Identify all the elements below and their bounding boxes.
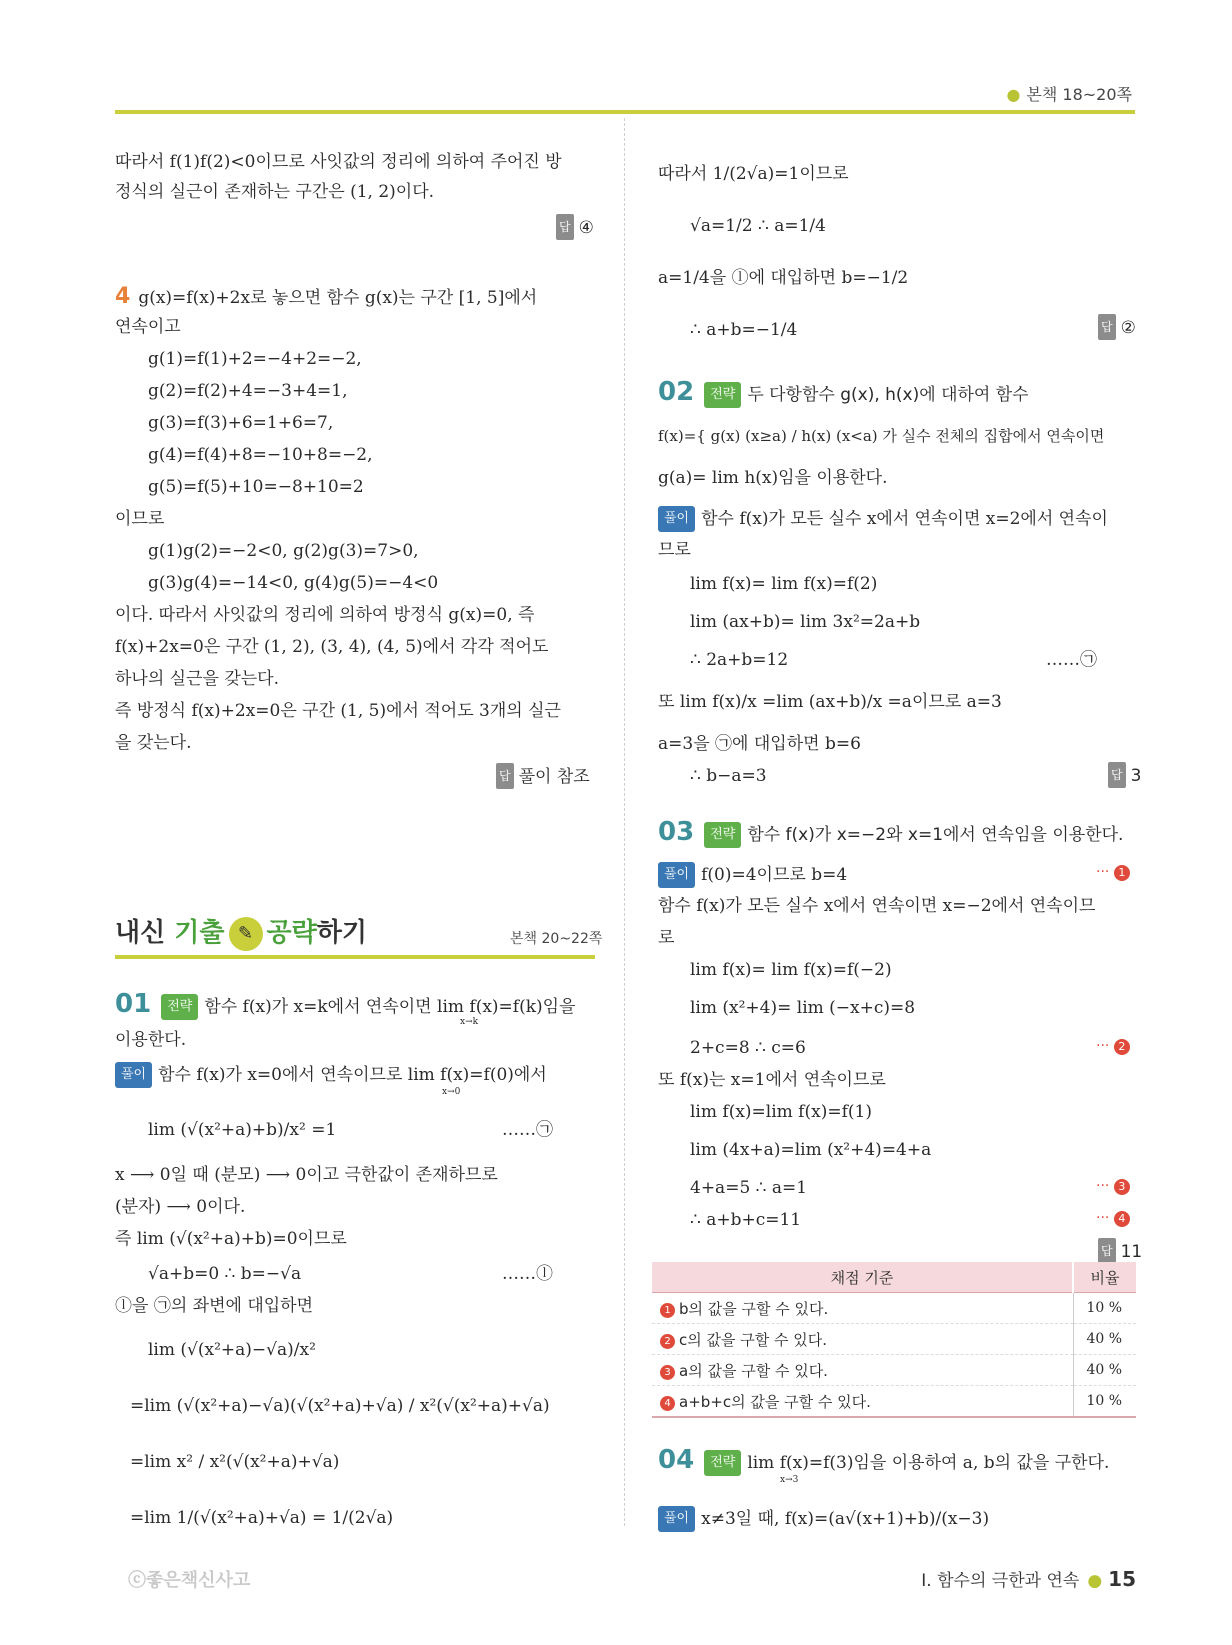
top-rule <box>115 110 1135 114</box>
equation: g(5)=f(5)+10=−8+10=2 <box>148 477 364 497</box>
text-line: 연속이고 <box>115 317 181 337</box>
equation: 2+c=8 ∴ c=6 <box>690 1038 806 1058</box>
text-line: g(a)= lim h(x)임을 이용한다. <box>658 468 888 488</box>
column-divider <box>624 118 625 1526</box>
text-line: 즉 lim (√(x²+a)+b)=0이므로 <box>115 1229 347 1249</box>
equation: lim f(x)=lim f(x)=f(1) <box>690 1102 872 1122</box>
limit-subscript: x→0 <box>442 1087 461 1097</box>
equation: g(4)=f(4)+8=−10+8=−2, <box>148 445 373 465</box>
table-row <box>652 1293 1136 1324</box>
criterion: 4 a+b+c의 값을 구할 수 있다. <box>652 1386 1073 1418</box>
answer: 답 11 <box>1098 1238 1142 1264</box>
grading-mark: ··· 4 <box>1096 1210 1130 1227</box>
criterion: 3 a의 값을 구할 수 있다. <box>652 1355 1073 1386</box>
solution-line: 풀이 f(0)=4이므로 b=4 <box>658 862 847 888</box>
text-line: f(x)+2x=0은 구간 (1, 2), (3, 4), (4, 5)에서 각각 적어도 <box>115 637 549 657</box>
text-line: f(x)={ g(x) (x≥a) / h(x) (x<a) 가 실수 전체의 집합에서 연속이면 <box>658 427 1105 445</box>
grading-mark: ··· 3 <box>1096 1178 1130 1195</box>
equation-mark: ……ⓛ <box>502 1264 553 1284</box>
equation: g(1)=f(1)+2=−4+2=−2, <box>148 349 362 369</box>
question-04-strategy: 04 전략 lim f(x)=f(3)임을 이용하여 a, b의 값을 구한다. <box>658 1445 1110 1475</box>
equation: ∴ b−a=3 <box>690 766 767 786</box>
grading-table <box>652 1262 1136 1418</box>
equation-mark: ……㉠ <box>502 1120 553 1140</box>
equation: lim (√(x²+a)+b)/x² =1 <box>148 1120 337 1140</box>
equation: g(1)g(2)=−2<0, g(2)g(3)=7>0, <box>148 541 419 561</box>
equation: =lim 1/(√(x²+a)+√a) = 1/(2√a) <box>130 1508 394 1528</box>
text-line: 을 갖는다. <box>115 733 192 753</box>
equation-mark: ……㉠ <box>1046 650 1097 670</box>
column-header: 채점 기준 <box>652 1262 1073 1293</box>
text-line: 정식의 실근이 존재하는 구간은 (1, 2)이다. <box>115 182 435 202</box>
equation: =lim (√(x²+a)−√a)(√(x²+a)+√a) / x²(√(x²+a)+√a) <box>130 1396 550 1416</box>
equation: 또 lim f(x)/x =lim (ax+b)/x =a이므로 a=3 <box>658 692 1002 712</box>
equation: ∴ a+b+c=11 <box>690 1210 802 1230</box>
question-4-intro: 4 g(x)=f(x)+2x로 놓으면 함수 g(x)는 구간 [1, 5]에서 <box>115 284 538 309</box>
table-header <box>652 1262 1136 1293</box>
limit-subscript: x→3 <box>780 1475 799 1485</box>
criterion: 1 b의 값을 구할 수 있다. <box>652 1293 1073 1324</box>
equation: a=3을 ㉠에 대입하면 b=6 <box>658 734 861 754</box>
equation: lim (ax+b)= lim 3x²=2a+b <box>690 612 921 632</box>
equation: √a=1/2 ∴ a=1/4 <box>690 216 826 236</box>
equation: =lim x² / x²(√(x²+a)+√a) <box>130 1452 340 1472</box>
text-line: 하나의 실근을 갖는다. <box>115 669 280 689</box>
text-line: 따라서 1/(2√a)=1이므로 <box>658 164 849 184</box>
criterion: 2 c의 값을 구할 수 있다. <box>652 1324 1073 1355</box>
text-line: x ⟶ 0일 때 (분모) ⟶ 0이고 극한값이 존재하므로 <box>115 1165 498 1185</box>
equation: lim f(x)= lim f(x)=f(2) <box>690 574 878 594</box>
text-line: ⓛ을 ㉠의 좌변에 대입하면 <box>115 1296 314 1316</box>
answer: 답 3 <box>1108 762 1141 788</box>
text-line: 따라서 f(1)f(2)<0이므로 사잇값의 정리에 의하여 주어진 방 <box>115 152 562 172</box>
solution-line: 풀이 함수 f(x)가 모든 실수 x에서 연속이면 x=2에서 연속이 <box>658 506 1108 532</box>
page-number: 15 <box>1108 1567 1136 1591</box>
text-line: 므로 <box>658 540 691 560</box>
answer: 답 풀이 참조 <box>496 763 590 789</box>
equation: g(3)=f(3)+6=1+6=7, <box>148 413 334 433</box>
equation: lim (4x+a)=lim (x²+4)=4+a <box>690 1140 932 1160</box>
section-title: 내신 기출 ✎ 공략하기 <box>115 912 367 951</box>
text-line: 이용한다. <box>115 1030 187 1050</box>
text-line: 함수 f(x)가 모든 실수 x에서 연속이면 x=−2에서 연속이므 <box>658 896 1096 916</box>
text-line: 이다. 따라서 사잇값의 정리에 의하여 방정식 g(x)=0, 즉 <box>115 605 535 625</box>
grading-mark: ··· 2 <box>1096 1038 1130 1055</box>
equation: g(2)=f(2)+4=−3+4=1, <box>148 381 348 401</box>
pencil-badge-icon: ✎ <box>229 917 263 951</box>
rate: 40 % <box>1073 1355 1136 1386</box>
text-line: 즉 방정식 f(x)+2x=0은 구간 (1, 5)에서 적어도 3개의 실근 <box>115 701 561 721</box>
equation: a=1/4을 ⓛ에 대입하면 b=−1/2 <box>658 268 909 288</box>
rate: 40 % <box>1073 1324 1136 1355</box>
equation: g(3)g(4)=−14<0, g(4)g(5)=−4<0 <box>148 573 439 593</box>
solution-line: 풀이 함수 f(x)가 x=0에서 연속이므로 lim f(x)=f(0)에서 <box>115 1062 547 1088</box>
page-reference: ● 본책 18~20쪽 <box>1006 85 1132 104</box>
text-line: (분자) ⟶ 0이다. <box>115 1197 246 1217</box>
table-row <box>652 1355 1136 1386</box>
publisher-brand: ⓒ좋은책신사고 <box>128 1570 251 1591</box>
equation: ∴ 2a+b=12 <box>690 650 789 670</box>
table-row <box>652 1324 1136 1355</box>
answer: 답 ② <box>1098 314 1136 340</box>
equation: lim (√(x²+a)−√a)/x² <box>148 1340 316 1360</box>
grading-mark: ··· 1 <box>1096 864 1130 881</box>
rate: 10 % <box>1073 1386 1136 1418</box>
limit-subscript: x→k <box>460 1017 479 1027</box>
section-rule <box>115 955 595 959</box>
equation: ∴ a+b=−1/4 <box>690 320 798 340</box>
equation: 4+a=5 ∴ a=1 <box>690 1178 808 1198</box>
text-line: 로 <box>658 928 675 948</box>
table-row <box>652 1386 1136 1418</box>
rate: 10 % <box>1073 1293 1136 1324</box>
text-line: 또 f(x)는 x=1에서 연속이므로 <box>658 1070 886 1090</box>
question-02-strategy: 02 전략 두 다항함수 g(x), h(x)에 대하여 함수 <box>658 377 1029 407</box>
answer: 답 ④ <box>556 214 594 240</box>
equation: lim (x²+4)= lim (−x+c)=8 <box>690 998 916 1018</box>
section-reference: 본책 20~22쪽 <box>510 931 603 947</box>
text-line: 이므로 <box>115 509 165 529</box>
column-header: 비율 <box>1073 1262 1136 1293</box>
question-03-strategy: 03 전략 함수 f(x)가 x=−2와 x=1에서 연속임을 이용한다. <box>658 817 1124 847</box>
page-footer: Ⅰ. 함수의 극한과 연속 ● 15 <box>921 1567 1136 1591</box>
solution-line: 풀이 x≠3일 때, f(x)=(a√(x+1)+b)/(x−3) <box>658 1506 989 1532</box>
question-01-strategy: 01 전략 함수 f(x)가 x=k에서 연속이면 lim f(x)=f(k)임을 <box>115 989 576 1019</box>
equation: lim f(x)= lim f(x)=f(−2) <box>690 960 892 980</box>
equation: √a+b=0 ∴ b=−√a <box>148 1264 302 1284</box>
